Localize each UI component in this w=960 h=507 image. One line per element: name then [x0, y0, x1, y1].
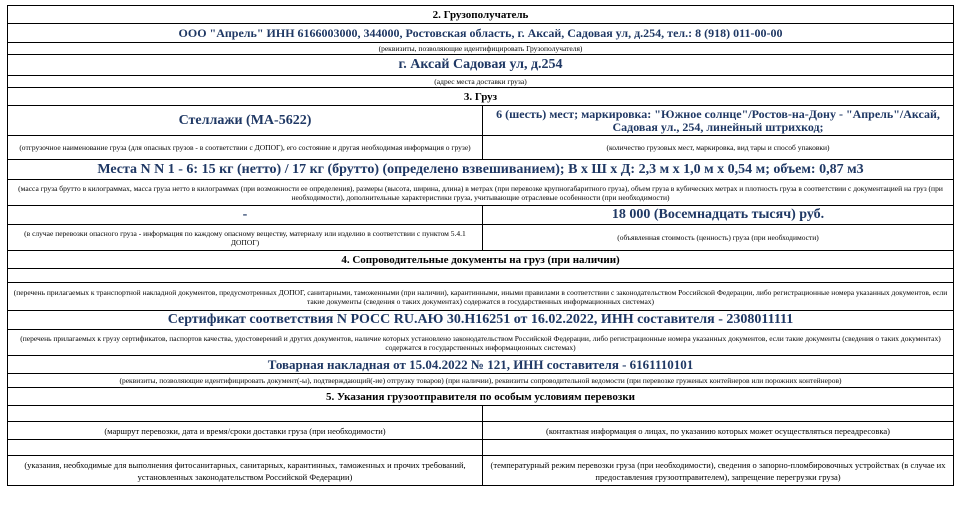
waybill-note: (реквизиты, позволяющие идентифицировать документ(-ы), подтверждающий(-ие) отгрузку товаров) (при наличии), реквизиты сопроводительной ведомости (при перевозке груженых контейнеров или порожних контейнеров)	[8, 374, 954, 388]
declared-value-note: (объявленная стоимость (ценность) груза (при необходимости)	[483, 225, 954, 251]
certificate-value: Сертификат соответствия N РОСС RU.АЮ 30.Н16251 от 16.02.2022, ИНН составителя - 2308011111	[8, 311, 954, 330]
route-note: (маршрут перевозки, дата и время/сроки доставки груза (при необходимости)	[8, 422, 483, 440]
consignee-note: (реквизиты, позволяющие идентифицировать Грузополучателя)	[8, 43, 954, 55]
section-5-header: 5. Указания грузоотправителя по особым условиям перевозки	[8, 388, 954, 406]
delivery-address-note: (адрес места доставки груза)	[8, 76, 954, 88]
cargo-name-value: Стеллажи (МА-5622)	[8, 106, 483, 136]
contact-note: (контактная информация о лицах, по указанию которых может осуществляться переадресовка)	[483, 422, 954, 440]
waybill-value: Товарная накладная от 15.04.2022 № 121, ИНН составителя - 6161110101	[8, 356, 954, 374]
contact-value	[483, 406, 954, 422]
waybill-table	[7, 5, 954, 486]
transport-docs-value	[8, 269, 954, 283]
section-2-header: 2. Грузополучатель	[8, 6, 954, 24]
certificate-note: (перечень прилагаемых к грузу сертификатов, паспортов качества, удостоверений и других документов, наличие которых установлено законодательством Российской Федерации, либо регистрационные номера указанных документов, если такие документы (сведения о таких документах) содержатся в государственных информационных системах)	[8, 330, 954, 356]
temperature-value	[483, 440, 954, 456]
delivery-address-value: г. Аксай Садовая ул, д.254	[8, 55, 954, 76]
cargo-places-note: (количество грузовых мест, маркировка, вид тары и способ упаковки)	[483, 136, 954, 160]
cargo-mass-note: (масса груза брутто в килограммах, масса груза нетто в килограммах (при возможности ее определения), размеры (высота, ширина, длина) в метрах (при перевозке крупногабаритного груза), объем груза в кубических метрах и плотность груза в соответствии с документацией на груз (при необходимости), дополнительные характеристики груза, учитывающие отраслевые особенности (при необходимости)	[8, 180, 954, 206]
instructions-value	[8, 440, 483, 456]
route-value	[8, 406, 483, 422]
cargo-name-note: (отгрузочное наименование груза (для опасных грузов - в соответствии с ДОПОГ), его состояние и другая необходимая информация о грузе)	[8, 136, 483, 160]
consignee-value: ООО "Апрель" ИНН 6166003000, 344000, Ростовская область, г. Аксай, Садовая ул, д.254, тел.: 8 (918) 011-00-00	[8, 24, 954, 43]
cargo-places-value: 6 (шесть) мест; маркировка: "Южное солнце"/Ростов-на-Дону - "Апрель"/Аксай, Садовая ул., 254, линейный штрихкод;	[483, 106, 954, 136]
dangerous-goods-value: -	[8, 206, 483, 225]
section-4-header: 4. Сопроводительные документы на груз (при наличии)	[8, 251, 954, 269]
temperature-note: (температурный режим перевозки груза (при необходимости), сведения о запорно-пломбировочных устройствах (в случае их предоставления грузоотправителем), запрещение перегрузки груза)	[483, 456, 954, 486]
instructions-note: (указания, необходимые для выполнения фитосанитарных, санитарных, карантинных, таможенных и прочих требований, установленных законодательством Российской Федерации)	[8, 456, 483, 486]
dangerous-goods-note: (в случае перевозки опасного груза - информация по каждому опасному веществу, материалу или изделию в соответствии с пунктом 5.4.1 ДОПОГ)	[8, 225, 483, 251]
transport-docs-note: (перечень прилагаемых к транспортной накладной документов, предусмотренных ДОПОГ, санитарными, таможенными (при наличии), карантинными, иными правилами в соответствии с законодательством Российской Федерации, либо регистрационные номера указанных документов, если такие документы (сведения о таких документах) содержатся в государственных информационных системах)	[8, 283, 954, 311]
section-3-header: 3. Груз	[8, 88, 954, 106]
cargo-mass-value: Места N N 1 - 6: 15 кг (нетто) / 17 кг (брутто) (определено взвешиванием); В x Ш x Д: 2,3 м x 1,0 м x 0,54 м; объем: 0,87 м3	[8, 160, 954, 180]
declared-value: 18 000 (Восемнадцать тысяч) руб.	[483, 206, 954, 225]
